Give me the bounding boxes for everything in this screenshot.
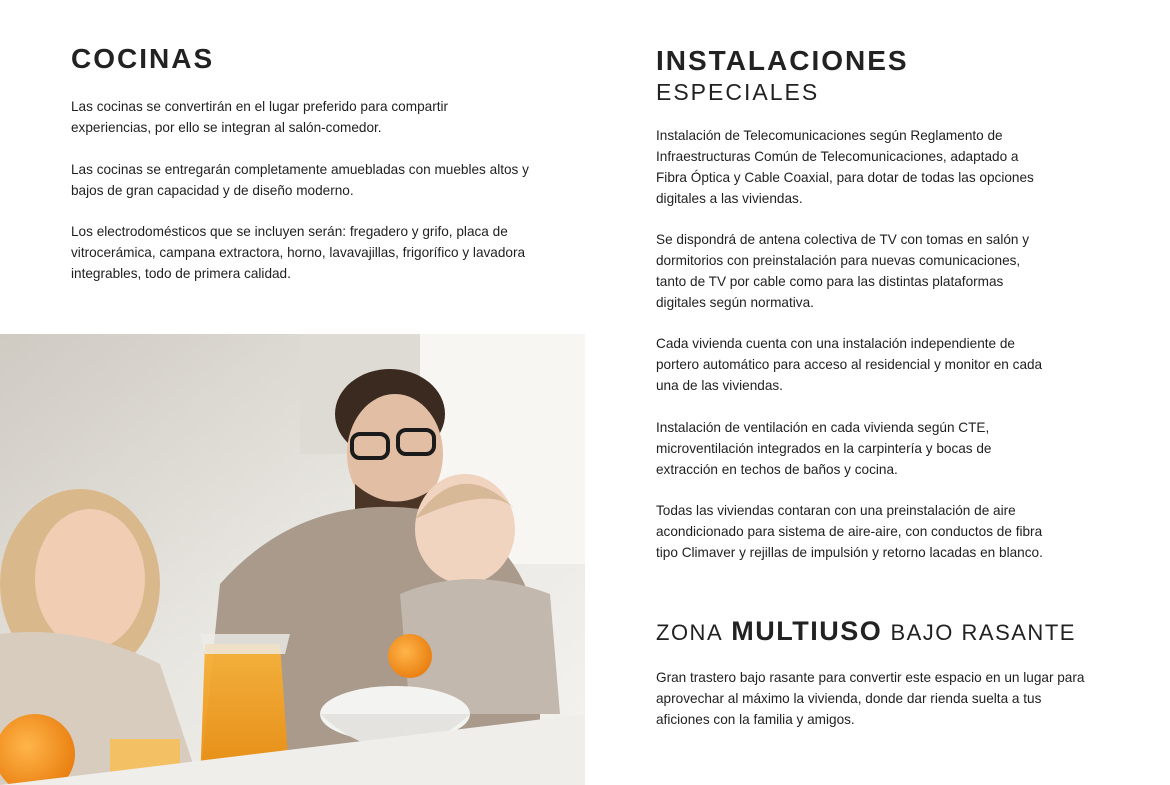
instalaciones-paragraph-5: Todas las viviendas contaran con una preinstalación de aire acondicionado para sistema de aire-aire, con conductos de fibra tipo Climaver y rejillas de impulsión y retorno lacadas en blanco. (656, 503, 1043, 560)
instalaciones-subtitle: ESPECIALES (656, 79, 820, 105)
cocinas-paragraph-3: Los electrodomésticos que se incluyen serán: fregadero y grifo, placa de vitrocerámica, campana extractora, horno, lavavajillas, frigorífico y lavadora integrables, todo de primera calidad. (71, 224, 526, 281)
instalaciones-paragraph-4: Instalación de ventilación en cada vivienda según CTE, microventilación integrados en la carpintería y bocas de extracción en techos de baños y cocina. (656, 420, 992, 477)
cocinas-title: COCINAS (71, 43, 215, 74)
instalaciones-title: INSTALACIONES (656, 45, 909, 76)
zona-paragraph: Gran trastero bajo rasante para convertir este espacio en un lugar para aprovechar al máximo la vivienda, donde dar rienda suelta a tus aficiones con la familia y amigos. (656, 670, 1085, 727)
cocinas-paragraph-1: Las cocinas se convertirán en el lugar preferido para compartir experiencias, por ello se integran al salón-comedor. (71, 99, 449, 135)
zona-title-prefix: ZONA (656, 620, 724, 645)
instalaciones-paragraph-1: Instalación de Telecomunicaciones según Reglamento de Infraestructuras Común de Telecomunicaciones, adaptado a Fibra Óptica y Cable Coaxial, para dotar de todas las opciones digitales a las viviendas. (656, 128, 1034, 206)
cocinas-paragraph-2: Las cocinas se entregarán completamente amuebladas con muebles altos y bajos de gran capacidad y de diseño moderno. (71, 162, 529, 198)
zona-multiuso-title (656, 616, 1076, 647)
family-kitchen-photo (0, 334, 585, 785)
zona-title-suffix: BAJO RASANTE (890, 620, 1076, 645)
zona-title-bold: MULTIUSO (731, 616, 883, 646)
instalaciones-paragraph-2: Se dispondrá de antena colectiva de TV con tomas en salón y dormitorios con preinstalación para nuevas comunicaciones, tanto de TV por cable como para las distintas plataformas digitales según normativa. (656, 232, 1030, 310)
instalaciones-paragraph-3: Cada vivienda cuenta con una instalación independiente de portero automático para acceso al residencial y monitor en cada una de las viviendas. (656, 336, 1043, 393)
